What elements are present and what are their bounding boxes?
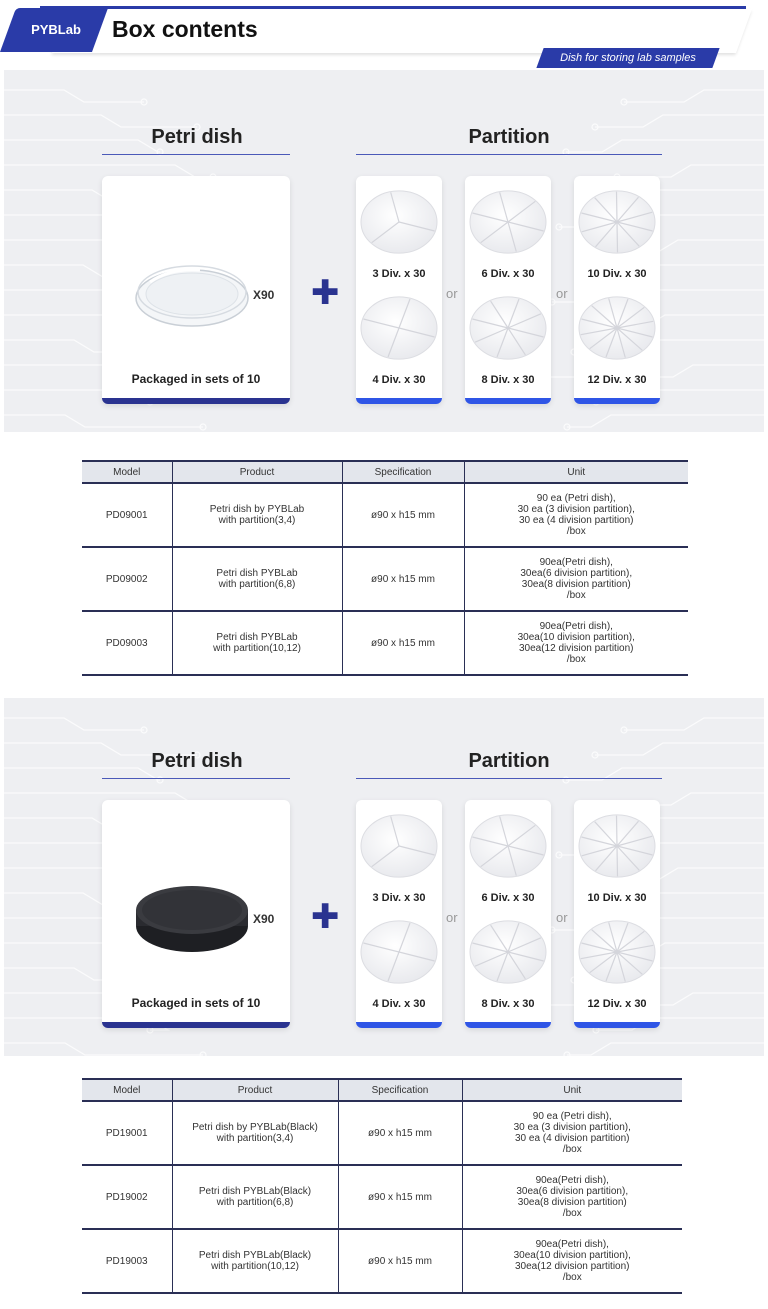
table-row [82, 1165, 682, 1229]
petri-dish-title-underline [102, 154, 290, 155]
product-cell: Petri dish by PYBLab with partition(3,4) [172, 483, 342, 547]
column-header: Product [172, 461, 342, 483]
spec-table-black [82, 1078, 682, 1294]
table-header-row [82, 1079, 682, 1101]
column-header: Unit [464, 461, 688, 483]
product-cell: Petri dish PYBLab with partition(10,12) [172, 611, 342, 675]
partition-3-div-image [357, 804, 441, 888]
box-contents-panel-black [4, 698, 764, 1056]
model-cell: PD19002 [82, 1165, 172, 1229]
product-cell: Petri dish PYBLab(Black) with partition(10,12) [172, 1229, 338, 1293]
column-header: Product [172, 1079, 338, 1101]
subtitle-label: Dish for storing lab samples [560, 52, 696, 64]
or-label: or [446, 286, 458, 301]
quantity-label: X90 [253, 912, 275, 926]
unit-cell: 90 ea (Petri dish), 30 ea (3 division partition), 30 ea (4 division partition) /box [464, 483, 688, 547]
petri-dish-title: Petri dish [151, 750, 243, 772]
model-cell: PD19003 [82, 1229, 172, 1293]
packaged-label: Packaged in sets of 10 [131, 372, 261, 386]
table-row [82, 483, 688, 547]
unit-cell: 90ea(Petri dish), 30ea(10 division partition), 30ea(12 division partition) /box [464, 611, 688, 675]
partition-12-div-label: 12 Div. x 30 [587, 374, 647, 386]
product-cell: Petri dish PYBLab(Black) with partition(6,8) [172, 1165, 338, 1229]
partition-4-div-label: 4 Div. x 30 [372, 998, 426, 1010]
partition-12-div-label: 12 Div. x 30 [587, 998, 647, 1010]
petri-dish-card [102, 176, 290, 404]
partition-card [465, 800, 551, 1028]
or-label: or [556, 286, 568, 301]
brand-label: PYBLab [31, 22, 81, 37]
petri-dish-image [130, 252, 254, 336]
table-row [82, 1229, 682, 1293]
partition-card-bar [356, 398, 442, 404]
packaged-label: Packaged in sets of 10 [131, 996, 261, 1010]
column-header: Unit [462, 1079, 682, 1101]
quantity-label: X90 [253, 288, 275, 302]
partition-card-bar [465, 1022, 551, 1028]
partition-card [465, 176, 551, 404]
model-cell: PD09001 [82, 483, 172, 547]
spec-cell: ø90 x h15 mm [342, 483, 464, 547]
partition-12-div-image [575, 910, 659, 994]
partition-card [574, 800, 660, 1028]
unit-cell: 90ea(Petri dish), 30ea(10 division partition), 30ea(12 division partition) /box [462, 1229, 682, 1293]
partition-10-div-image [575, 180, 659, 264]
partition-card-bar [465, 398, 551, 404]
partition-3-div-label: 3 Div. x 30 [372, 268, 426, 280]
table-row [82, 547, 688, 611]
petri-dish-title: Petri dish [151, 126, 243, 148]
partition-3-div-image [357, 180, 441, 264]
spec-cell: ø90 x h15 mm [338, 1101, 462, 1165]
spec-table-clear [82, 460, 688, 676]
petri-dish-image [130, 876, 254, 960]
column-header: Model [82, 461, 172, 483]
model-cell: PD09003 [82, 611, 172, 675]
partition-4-div-image [357, 286, 441, 370]
partition-card [356, 800, 442, 1028]
column-header: Specification [338, 1079, 462, 1101]
plus-icon: ✚ [311, 898, 340, 936]
partition-8-div-image [466, 286, 550, 370]
partition-8-div-label: 8 Div. x 30 [481, 374, 535, 386]
partition-8-div-image [466, 910, 550, 994]
partition-12-div-image [575, 286, 659, 370]
partition-card [574, 176, 660, 404]
model-cell: PD09002 [82, 547, 172, 611]
spec-cell: ø90 x h15 mm [338, 1165, 462, 1229]
model-cell: PD19001 [82, 1101, 172, 1165]
spec-cell: ø90 x h15 mm [342, 611, 464, 675]
petri-card-bar [102, 1022, 290, 1028]
partition-card-bar [574, 398, 660, 404]
partition-card-bar [574, 1022, 660, 1028]
product-cell: Petri dish PYBLab with partition(6,8) [172, 547, 342, 611]
partition-title-underline [356, 778, 662, 779]
petri-dish-card [102, 800, 290, 1028]
partition-6-div-image [466, 180, 550, 264]
unit-cell: 90ea(Petri dish), 30ea(6 division partition), 30ea(8 division partition) /box [464, 547, 688, 611]
table-row [82, 611, 688, 675]
spec-cell: ø90 x h15 mm [338, 1229, 462, 1293]
plus-icon: ✚ [311, 274, 340, 312]
partition-10-div-label: 10 Div. x 30 [587, 892, 647, 904]
petri-dish-title-underline [102, 778, 290, 779]
spec-cell: ø90 x h15 mm [342, 547, 464, 611]
or-label: or [446, 910, 458, 925]
partition-8-div-label: 8 Div. x 30 [481, 998, 535, 1010]
page-header [0, 0, 768, 72]
unit-cell: 90ea(Petri dish), 30ea(6 division partition), 30ea(8 division partition) /box [462, 1165, 682, 1229]
partition-10-div-image [575, 804, 659, 888]
partition-card-bar [356, 1022, 442, 1028]
partition-card [356, 176, 442, 404]
partition-4-div-image [357, 910, 441, 994]
partition-3-div-label: 3 Div. x 30 [372, 892, 426, 904]
page-title: Box contents [112, 16, 258, 42]
partition-6-div-label: 6 Div. x 30 [481, 892, 535, 904]
box-contents-panel-clear [4, 70, 764, 432]
partition-6-div-label: 6 Div. x 30 [481, 268, 535, 280]
unit-cell: 90 ea (Petri dish), 30 ea (3 division partition), 30 ea (4 division partition) /box [462, 1101, 682, 1165]
partition-4-div-label: 4 Div. x 30 [372, 374, 426, 386]
partition-title: Partition [468, 126, 550, 148]
partition-title-underline [356, 154, 662, 155]
petri-card-bar [102, 398, 290, 404]
partition-title: Partition [468, 750, 550, 772]
table-row [82, 1101, 682, 1165]
product-cell: Petri dish by PYBLab(Black) with partition(3,4) [172, 1101, 338, 1165]
column-header: Specification [342, 461, 464, 483]
partition-10-div-label: 10 Div. x 30 [587, 268, 647, 280]
or-label: or [556, 910, 568, 925]
column-header: Model [82, 1079, 172, 1101]
partition-6-div-image [466, 804, 550, 888]
table-header-row [82, 461, 688, 483]
